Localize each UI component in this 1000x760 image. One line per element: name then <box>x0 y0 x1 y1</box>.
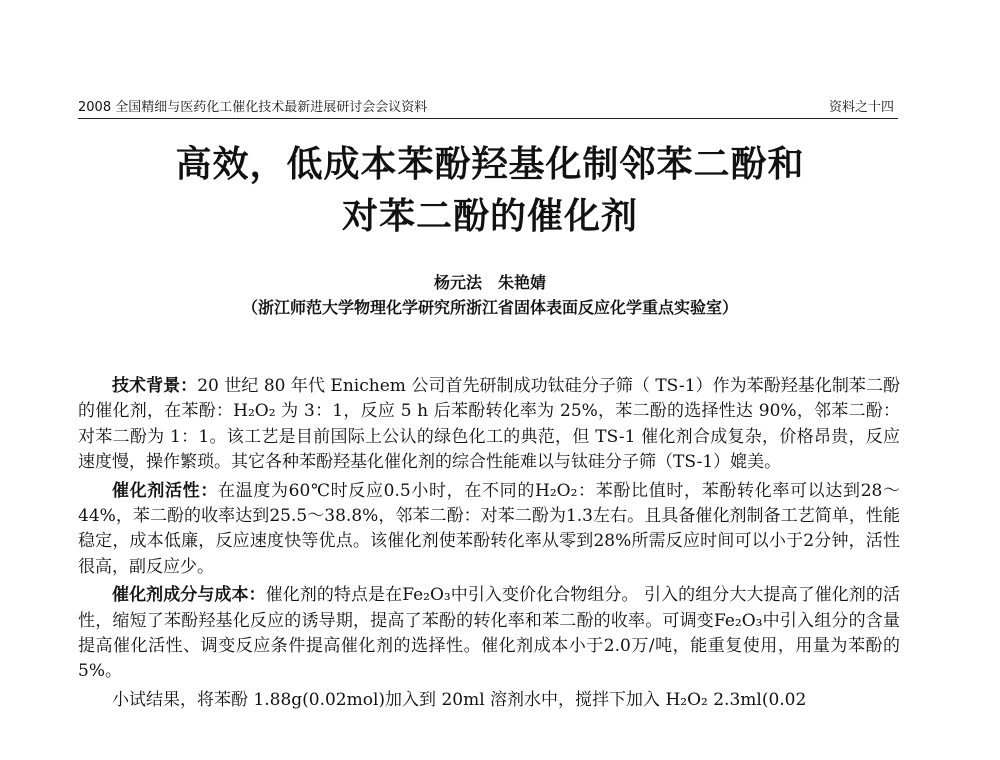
affiliation: （浙江师范大学物理化学研究所浙江省固体表面反应化学重点实验室） <box>241 298 738 317</box>
paragraph-text: 在温度为60℃时反应0.5小时，在不同的H₂O₂：苯酚比值时，苯酚转化率可以达到28～44%，苯二酚的收率达到25.5～38.8%，邻苯二酚：对苯二酚为1.3左右。且具备催化剂制备工艺简单，性能稳定，成本低廉，反应速度快等优点。该催化剂使苯酚转化率从零到28%所需反应时间可以小于2分钟，活性很高，副反应少。 <box>78 480 900 577</box>
authors: 杨元法 朱艳婧 <box>433 273 546 292</box>
header-document-number: 资料之十四 <box>828 100 894 115</box>
paragraph-text: 小试结果，将苯酚 1.88g(0.02mol)加入到 20ml 溶剂水中，搅拌下加入 H₂O₂ 2.3ml(0.02 <box>112 689 807 710</box>
article-title-line-1: 高效，低成本苯酚羟基化制邻苯二酚和 <box>175 144 805 185</box>
paragraph-text: 20 世纪 80 年代 Enichem 公司首先研制成功钛硅分子筛（ TS-1）作为苯酚羟基化制苯二酚的催化剂，在苯酚：H₂O₂ 为 3：1，反应 5 h 后苯酚转化率为 25%，苯二酚的选择性达 90%，邻苯二酚：对苯二酚为 1：1。该工艺是目前国际上公认的绿色化工的典范，但 TS-1 催化剂合成复杂，价格昂贵，反应速度慢，操作繁琐。其它各种苯酚羟基化催化剂的综合性能难以与钛硅分子筛（TS-1）媲美。 <box>78 376 900 473</box>
paragraph-activity <box>78 479 900 581</box>
paragraph-trial <box>78 688 900 713</box>
header-conference-title: 2008 全国精细与医药化工催化技术最新进展研讨会会议资料 <box>78 100 428 115</box>
paragraph-lead: 技术背景： <box>112 376 198 396</box>
paragraph-lead: 催化剂活性： <box>112 480 218 501</box>
paragraph-background <box>78 374 900 476</box>
article-body <box>78 374 900 716</box>
paragraph-lead: 催化剂成分与成本： <box>112 585 266 606</box>
paragraph-composition <box>78 583 900 685</box>
running-header <box>78 96 898 119</box>
article-title-line-2: 对苯二酚的催化剂 <box>341 196 638 237</box>
paragraph-text: 催化剂的特点是在Fe₂O₃中引入变价化合物组分。 引入的组分大大提高了催化剂的活性，缩短了苯酚羟基化反应的诱导期，提高了苯酚的转化率和苯二酚的收率。可调变Fe₂O₃中引入组分的含量提高催化活性、调变反应条件提高催化剂的选择性。催化剂成本小于2.0万/吨，能重复使用，用量为苯酚的5%。 <box>78 585 900 682</box>
